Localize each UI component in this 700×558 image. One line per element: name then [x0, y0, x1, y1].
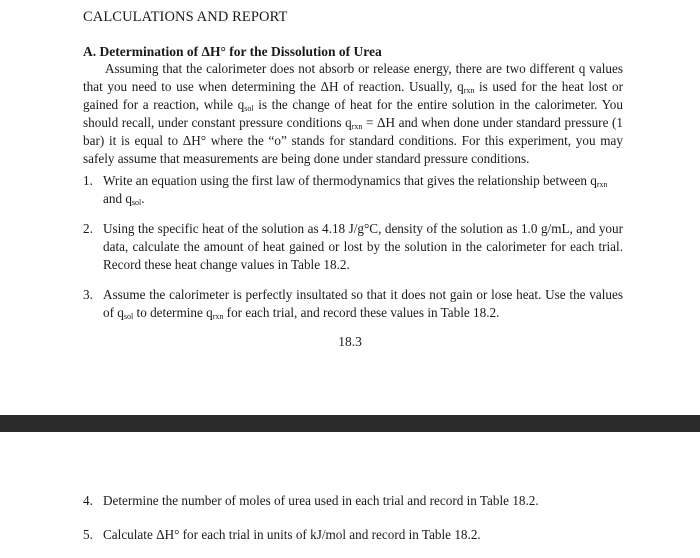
- page-heading: CALCULATIONS AND REPORT: [83, 9, 288, 25]
- subscript-sol: sol: [244, 104, 254, 113]
- page-number: 18.3: [338, 334, 362, 349]
- question-text: Calculate ΔH° for each trial in units of kJ/mol and record in Table 18.2.: [103, 527, 481, 542]
- paragraph-part-3: is the change of heat for the entire solution in the calorimeter. You should recall, under constant pressure conditions q: [83, 97, 623, 130]
- question-1-part-c: .: [141, 191, 145, 206]
- paragraph-part-4: = ΔH and when done under standard pressure (1 bar) it is equal to ΔH° where the “o” stands for standard conditions. For this experiment, you may safely assume that measurements are being done under standard pressure conditions.: [83, 115, 624, 166]
- subscript-rxn: rxn: [463, 86, 475, 95]
- paragraph-part-1: Assuming that the calorimeter does not absorb or release energy, there are two different q values that you need to use when determining the ΔH of reaction. Usually, q: [83, 61, 623, 94]
- question-4: [83, 492, 623, 510]
- question-3-part-b: to determine q: [133, 305, 213, 320]
- subscript-rxn: rxn: [351, 122, 363, 131]
- subscript-rxn: rxn: [596, 180, 608, 189]
- question-1-part-a: Write an equation using the first law of thermodynamics that gives the relationship between q: [103, 173, 597, 188]
- section-a: [83, 43, 623, 168]
- section-paragraph: [83, 60, 623, 168]
- subscript-rxn: rxn: [212, 312, 224, 321]
- subscript-sol: sol: [131, 198, 142, 207]
- subscript-sol: sol: [123, 312, 134, 321]
- question-number: 3.: [83, 287, 93, 302]
- question-1-part-b: and q: [103, 191, 132, 206]
- page-break-divider: [0, 415, 700, 432]
- question-2: [83, 220, 623, 274]
- question-3: [83, 286, 623, 322]
- question-number: 1.: [83, 173, 93, 188]
- question-text: Determine the number of moles of urea used in each trial and record in Table 18.2.: [103, 493, 539, 508]
- question-1: [83, 172, 623, 208]
- question-3-part-a: Assume the calorimeter is perfectly insultated so that it does not gain or lose heat. Use the values of q: [103, 287, 623, 320]
- question-text: Using the specific heat of the solution as 4.18 J/g°C, density of the solution as 1.0 g/mL, and your data, calculate the amount of heat gained or lost by the solution in the calorimeter for each trial. Record these heat change values in Table 18.2.: [103, 221, 623, 272]
- question-number: 5.: [83, 527, 93, 542]
- question-number: 4.: [83, 493, 93, 508]
- question-text: [103, 172, 623, 208]
- question-5: [83, 526, 623, 544]
- question-number: 2.: [83, 221, 93, 236]
- question-3-part-c: for each trial, and record these values in Table 18.2.: [223, 305, 500, 320]
- section-title: A. Determination of ΔH° for the Dissolution of Urea: [83, 44, 382, 59]
- question-text: [103, 286, 623, 322]
- paragraph-part-2: is used for the heat lost or gained for a reaction, while q: [83, 79, 623, 112]
